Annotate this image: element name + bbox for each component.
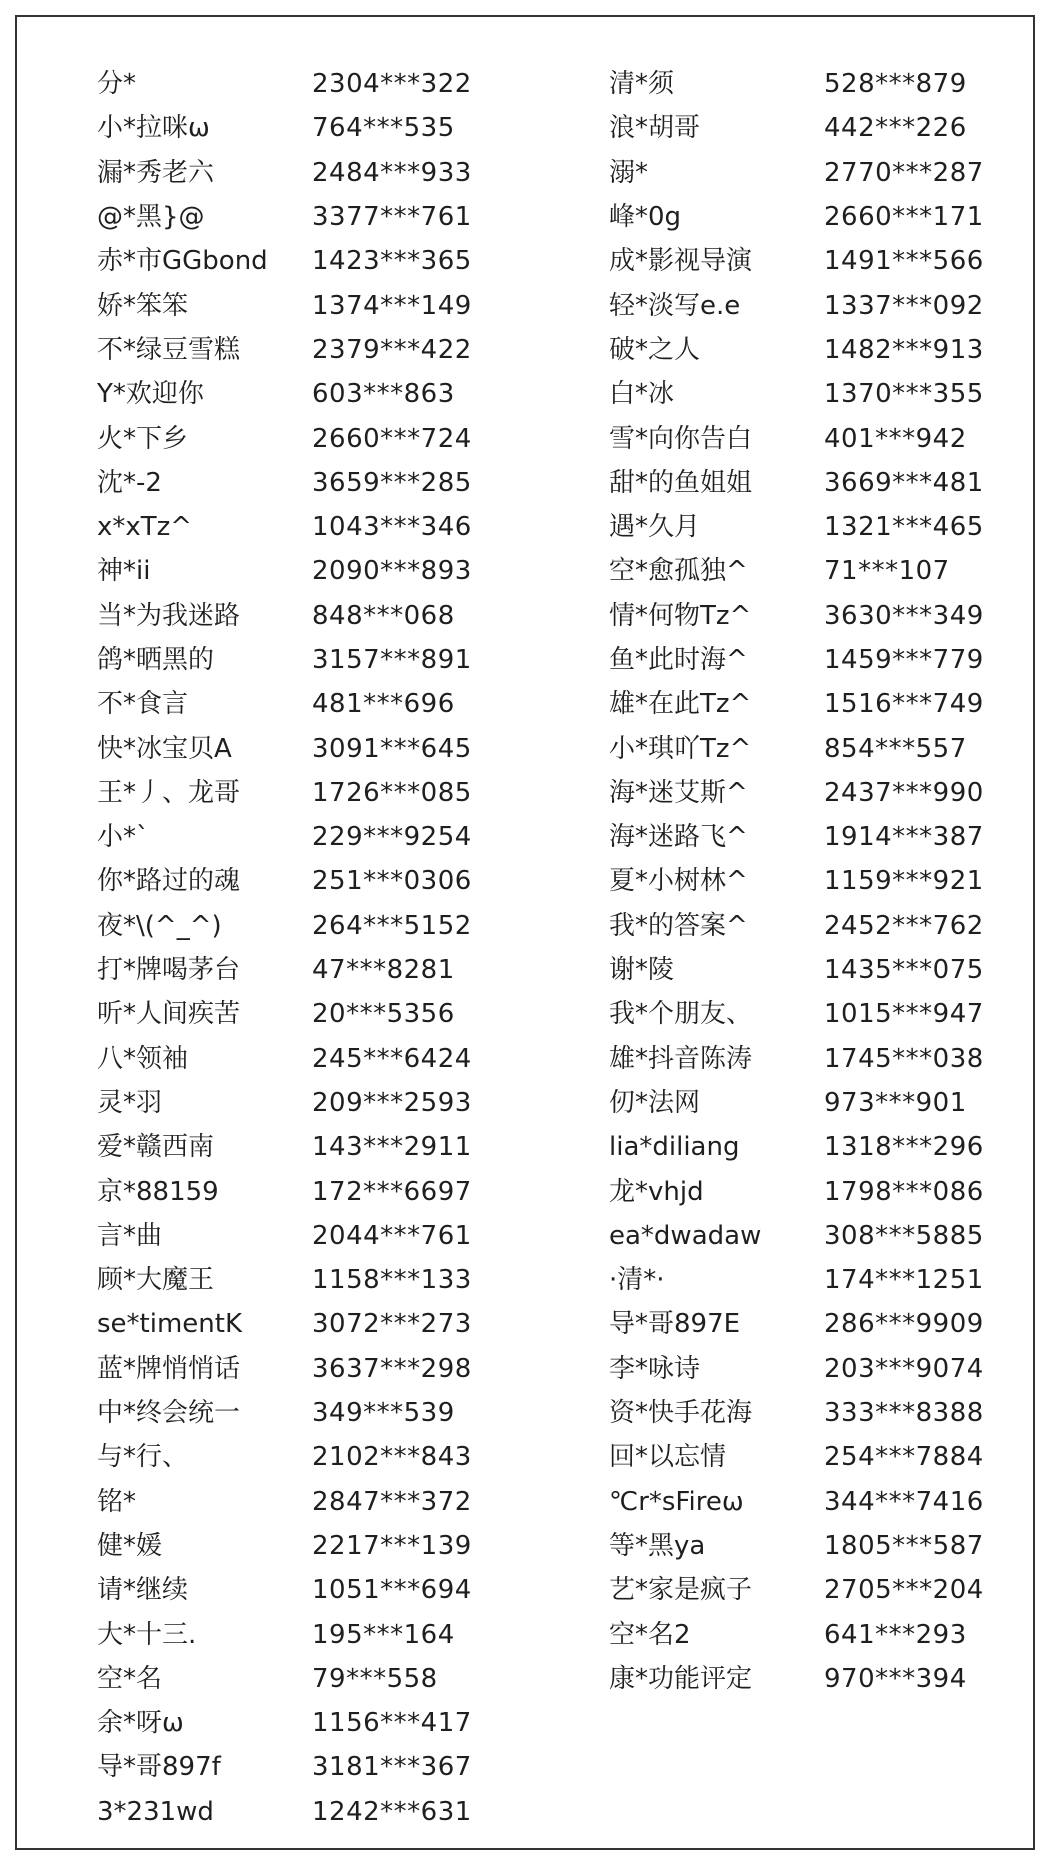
user-name: lia*diliang [609,1132,740,1163]
user-id: 1516***749 [824,689,984,720]
user-name: 分* [97,69,137,100]
user-name: 夜*\(^_^) [97,910,222,941]
user-id: 442***226 [824,113,967,144]
user-id: 401***942 [824,423,967,454]
user-id: 1370***355 [824,379,984,410]
list-item [609,815,1029,859]
user-name: 清*须 [609,69,675,100]
user-name: se*timentK [97,1309,243,1340]
user-name: 雪*向你告白 [609,423,753,454]
user-id: 1321***465 [824,512,984,543]
list-item [97,1302,517,1346]
user-id: 2304***322 [312,69,472,100]
list-item [97,1657,517,1701]
user-name: 康*功能评定 [609,1663,753,1694]
user-id: 254***7884 [824,1442,984,1473]
user-id: 1159***921 [824,866,984,897]
list-item [97,372,517,416]
user-name: 仞*法网 [609,1087,701,1118]
list-item [97,328,517,372]
user-name: 爱*赣西南 [97,1132,215,1163]
user-name: 情*何物Tz^ [609,600,752,631]
user-name: 导*哥897f [97,1752,221,1783]
user-name: 娇*笨笨 [97,290,189,321]
user-name: 导*哥897E [609,1309,741,1340]
user-name: 成*影视导演 [609,246,753,277]
user-name: 鸽*晒黑的 [97,645,215,675]
list-item [609,1568,1029,1612]
list-item [609,1612,1029,1656]
list-item [97,1701,517,1745]
user-id: 3630***349 [824,600,984,631]
user-name: 听*人间疾苦 [97,999,241,1030]
user-name: 雄*在此Tz^ [609,689,752,720]
user-id: 203***9074 [824,1353,984,1384]
user-name: ℃r*sFireω [609,1486,744,1517]
user-name: 神*ii [97,556,151,587]
list-item [609,904,1029,948]
user-id: 2437***990 [824,777,984,808]
list-item [609,283,1029,327]
user-id: 344***7416 [824,1486,984,1517]
user-id: 528***879 [824,69,967,100]
user-id: 3659***285 [312,467,472,498]
list-item [609,1657,1029,1701]
user-name: 打*牌喝茅台 [97,955,241,986]
list-item [97,682,517,726]
user-name: 赤*市GGbond [97,246,268,277]
user-id: 333***8388 [824,1398,984,1429]
user-id: 195***164 [312,1619,455,1650]
user-id: 2090***893 [312,556,472,587]
user-id: 1459***779 [824,645,984,675]
list-item [97,239,517,283]
user-id: 848***068 [312,600,455,631]
user-name: 鱼*此时海^ [609,645,748,675]
user-id: 1914***387 [824,822,984,853]
list-item [97,1568,517,1612]
user-id: 71***107 [824,556,950,587]
user-id: 1482***913 [824,334,984,365]
user-name: @*黑}@ [97,202,205,233]
user-id: 1374***149 [312,290,472,321]
user-name: 3*231wd [97,1796,214,1827]
list-item [97,151,517,195]
user-id: 1798***086 [824,1176,984,1207]
user-name: 峰*0g [609,202,682,233]
list-item [609,1258,1029,1302]
user-id: 2452***762 [824,910,984,941]
list-item [609,638,1029,682]
user-id: 1337***092 [824,290,984,321]
user-name: 京*88159 [97,1176,219,1207]
list-item [97,904,517,948]
user-name: 小*拉咪ω [97,113,210,144]
user-id: 3181***367 [312,1752,472,1783]
user-id: 2660***724 [312,423,472,454]
list-item [609,1125,1029,1169]
user-name: 火*下乡 [97,423,189,454]
list-item [97,1125,517,1169]
user-name: 八*领袖 [97,1043,189,1074]
user-name: 我*的答案^ [609,910,748,941]
list-item [97,771,517,815]
list-item [609,328,1029,372]
user-name: 与*行、 [97,1442,189,1473]
list-item [609,1391,1029,1435]
user-id: 2484***933 [312,157,472,188]
list-item [97,505,517,549]
user-id: 3072***273 [312,1309,472,1340]
list-item [97,1790,517,1834]
left-column [97,62,517,1834]
user-id: 970***394 [824,1663,967,1694]
user-name: 遇*久月 [609,512,701,543]
user-name: 空*愈孤独^ [609,556,748,587]
list-item [97,1081,517,1125]
list-item [97,1435,517,1479]
user-id: 1423***365 [312,246,472,277]
list-item [97,195,517,239]
list-item [609,1435,1029,1479]
list-item [97,1391,517,1435]
user-name: 空*名2 [609,1619,691,1650]
user-id: 3637***298 [312,1353,472,1384]
user-name: 海*迷艾斯^ [609,777,748,808]
user-id: 2102***843 [312,1442,472,1473]
user-id: 174***1251 [824,1265,984,1296]
user-name: 甜*的鱼姐姐 [609,467,753,498]
list-item [97,461,517,505]
user-id: 2379***422 [312,334,472,365]
list-item [97,1480,517,1524]
user-id: 1156***417 [312,1708,472,1739]
user-name: 等*黑ya [609,1530,706,1561]
list-item [609,106,1029,150]
user-id: 209***2593 [312,1087,472,1118]
user-id: 1043***346 [312,512,472,543]
list-item [609,771,1029,815]
list-item [609,1480,1029,1524]
user-id: 264***5152 [312,910,472,941]
user-id: 251***0306 [312,866,472,897]
list-item [609,239,1029,283]
list-item [97,726,517,770]
list-item [97,416,517,460]
user-name: 灵*羽 [97,1087,163,1118]
user-name: 顾*大魔王 [97,1265,215,1296]
user-id: 3091***645 [312,733,472,764]
user-name: 小*琪吖Tz^ [609,733,752,764]
user-name: 请*继续 [97,1575,189,1606]
user-id: 481***696 [312,689,455,720]
user-id: 764***535 [312,113,455,144]
user-id: 2044***761 [312,1220,472,1251]
user-name: 资*快手花海 [609,1398,753,1429]
list-item [97,815,517,859]
user-name: 漏*秀老六 [97,157,215,188]
user-name: 铭* [97,1486,137,1517]
list-item [97,1258,517,1302]
user-name: 大*十三. [97,1619,197,1650]
user-name: 夏*小树林^ [609,866,748,897]
user-id: 1158***133 [312,1265,472,1296]
user-name: Y*欢迎你 [97,379,204,410]
user-id: 2217***139 [312,1530,472,1561]
user-id: 603***863 [312,379,455,410]
list-item [609,62,1029,106]
list-item [609,1524,1029,1568]
user-name: 不*食言 [97,689,189,720]
user-id: 2705***204 [824,1575,984,1606]
user-id: 1318***296 [824,1132,984,1163]
list-item [609,1347,1029,1391]
user-id: 1242***631 [312,1796,472,1827]
user-name: 海*迷路飞^ [609,822,748,853]
user-id: 20***5356 [312,999,455,1030]
list-item [97,859,517,903]
user-name: 中*终会统一 [97,1398,241,1429]
list-item [609,549,1029,593]
list-item [97,62,517,106]
user-name: 艺*家是疯子 [609,1575,753,1606]
user-name: 快*冰宝贝A [97,733,232,764]
list-item [97,1612,517,1656]
user-name: 蓝*牌悄悄话 [97,1353,241,1384]
user-name: 空*名 [97,1663,163,1694]
list-item [97,283,517,327]
list-item [609,992,1029,1036]
user-id: 641***293 [824,1619,967,1650]
list-item [609,1302,1029,1346]
user-id: 143***2911 [312,1132,472,1163]
list-item [609,195,1029,239]
user-name: 王*丿、龙哥 [97,777,241,808]
user-name: 沈*-2 [97,467,162,498]
user-id: 1745***038 [824,1043,984,1074]
user-id: 973***901 [824,1087,967,1118]
user-id: 349***539 [312,1398,455,1429]
user-name: 言*曲 [97,1220,163,1251]
list-item [97,1214,517,1258]
user-name: 我*个朋友、 [609,999,753,1030]
list-item [609,1037,1029,1081]
user-name: 小*` [97,822,150,853]
list-item [609,1214,1029,1258]
user-id: 3669***481 [824,467,984,498]
list-item [97,1347,517,1391]
user-name: ea*dwadaw [609,1220,762,1251]
list-item [609,682,1029,726]
user-name: 李*咏诗 [609,1353,701,1384]
user-name: ·清*· [609,1265,665,1296]
user-name: 溺* [609,157,649,188]
list-item [609,461,1029,505]
user-id: 2770***287 [824,157,984,188]
right-column [609,62,1029,1701]
list-item [609,1081,1029,1125]
user-name: 不*绿豆雪糕 [97,334,241,365]
user-id: 1805***587 [824,1530,984,1561]
list-item [609,1169,1029,1213]
list-item [609,948,1029,992]
user-id: 3157***891 [312,645,472,675]
user-name: 健*媛 [97,1530,163,1561]
user-id: 3377***761 [312,202,472,233]
user-name: 白*冰 [609,379,675,410]
user-id: 245***6424 [312,1043,472,1074]
user-name: 谢*陵 [609,955,675,986]
user-name: 浪*胡哥 [609,113,701,144]
user-id: 79***558 [312,1663,438,1694]
user-id: 1015***947 [824,999,984,1030]
user-name: 破*之人 [609,334,701,365]
user-name: 余*呀ω [97,1708,184,1739]
user-id: 1726***085 [312,777,472,808]
list-item [609,726,1029,770]
list-item [609,594,1029,638]
list-item [97,992,517,1036]
user-name: 回*以忘情 [609,1442,727,1473]
list-item [97,638,517,682]
user-id: 1435***075 [824,955,984,986]
list-item [97,1524,517,1568]
list-item [97,106,517,150]
list-item [609,151,1029,195]
list-item [97,549,517,593]
user-id: 1051***694 [312,1575,472,1606]
list-item [97,1169,517,1213]
user-name: 当*为我迷路 [97,600,241,631]
list-item [97,594,517,638]
user-id: 172***6697 [312,1176,472,1207]
list-item [97,1745,517,1789]
list-item [609,859,1029,903]
list-item [97,1037,517,1081]
user-id: 1491***566 [824,246,984,277]
user-id: 229***9254 [312,822,472,853]
user-name: 轻*淡写e.e [609,290,741,321]
user-id: 854***557 [824,733,967,764]
list-item [609,505,1029,549]
user-id: 47***8281 [312,955,455,986]
user-name: x*xTz^ [97,512,193,543]
user-id: 286***9909 [824,1309,984,1340]
document-sheet [15,15,1035,1850]
user-name: 龙*vhjd [609,1176,704,1207]
user-id: 2660***171 [824,202,984,233]
user-id: 308***5885 [824,1220,984,1251]
user-id: 2847***372 [312,1486,472,1517]
user-name: 你*路过的魂 [97,866,241,897]
user-name: 雄*抖音陈涛 [609,1043,753,1074]
list-item [97,948,517,992]
list-item [609,416,1029,460]
list-item [609,372,1029,416]
